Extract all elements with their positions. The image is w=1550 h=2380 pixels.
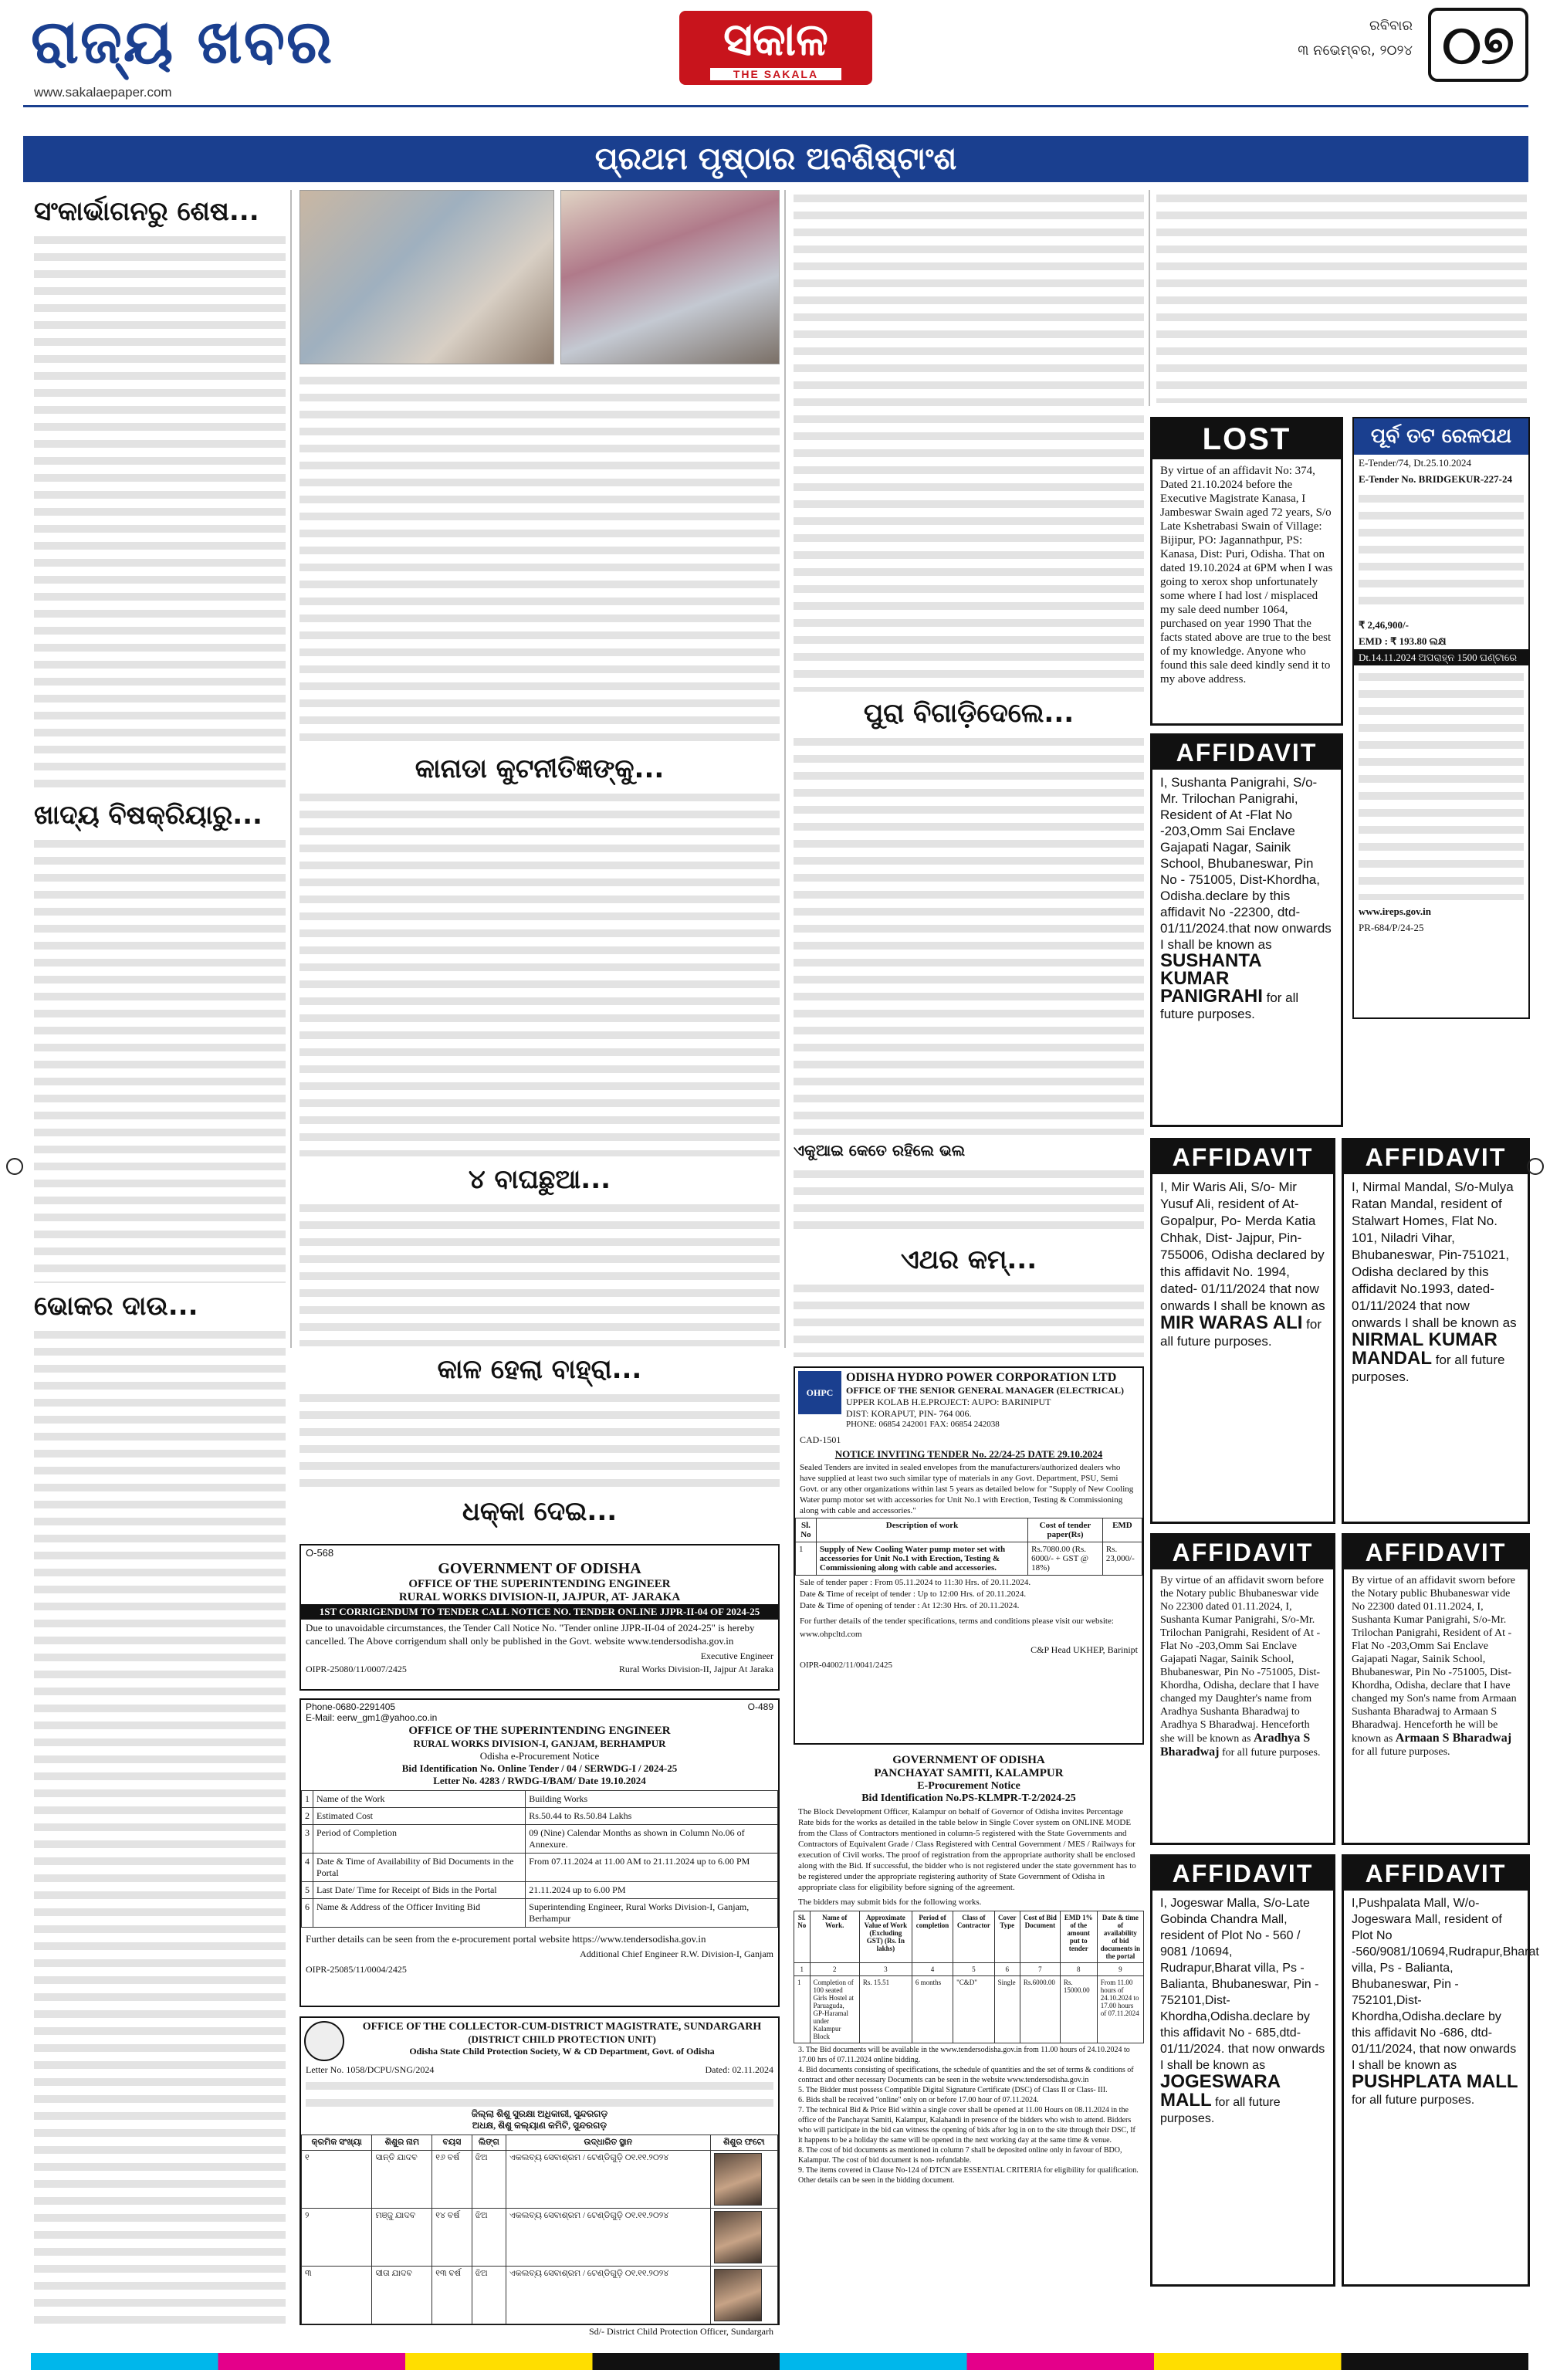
kalampur-gov: GOVERNMENT OF ODISHA — [892, 1754, 1045, 1766]
affidavit-text — [1344, 1891, 1539, 2113]
logo-name: ସକାଳ — [723, 13, 828, 66]
list-item: 6. Bids shall be received "online" only on or before 17.00 hour of 07.11.2024. — [798, 2096, 1039, 2104]
dcpu-contact1: ଜିଲ୍ଲା ଶିଶୁ ସୁରକ୍ଷା ଅଧିକାରୀ, ସୁନ୍ଦରଗଡ଼ — [471, 2108, 608, 2119]
tender-notice: Odisha e-Procurement Notice — [479, 1750, 600, 1762]
child-photo — [714, 2211, 762, 2263]
affidavit-new-name: MIR WARAS ALI — [1160, 1312, 1303, 1333]
headline-khadya[interactable]: ଖାଦ୍ୟ ବିଷକ୍ରିୟାରୁ... — [34, 800, 262, 831]
color-bar — [31, 2353, 1528, 2370]
tender-oipr: OIPR-25085/11/0004/2425 — [306, 1964, 407, 1975]
dcpu-table: କ୍ରମିକ ସଂଖ୍ୟା ଶିଶୁର ନାମ ବୟସ ଲିଙ୍ଗ ଉଦ୍ଧାରିତ ସ୍ଥାନ ଶିଶୁର ଫଟୋ ୧ ସାନ୍ତି ଯାଦବ ୧୬ ବର୍ଷ ଝିଅ ଏକଲବ୍ୟ ସେବାଶ୍ରମ / ଟେଣ୍ଡିଗୁଡ଼ି ୦୧.୧୧.୨୦୨୪ ୨ ମଞ୍ଜୁ ଯାଦବ ୧୪ ବର୍ଷ ଝିଅ ଏକଲବ୍ୟ ସେବାଶ୍ରମ / ଟେଣ୍ଡିଗୁଡ଼ି ୦୧.୧୧.୨୦୨୪ ୩ ସୀତା ଯାଦବ ୧୩ ବର୍ଷ ଝିଅ ଏକଲବ୍ୟ ସେବାଶ୍ରମ / ଟେଣ୍ଡିଗୁଡ଼ି ୦୧.୧୧.୨୦୨୪ — [301, 2135, 778, 2324]
day-label: ରବିବାର — [1369, 18, 1413, 34]
article-body — [794, 733, 1144, 1135]
article-body — [1156, 190, 1527, 403]
article-body — [794, 1280, 1144, 1357]
table-row: 2 Estimated Cost Rs.50.44 to Rs.50.84 Lakhs — [302, 1808, 778, 1825]
table-row: ୩ ସୀତା ଯାଦବ ୧୩ ବର୍ଷ ଝିଅ ଏକଲବ୍ୟ ସେବାଶ୍ରମ / ଟେଣ୍ଡିଗୁଡ଼ି ୦୧.୧୧.୨୦୨୪ — [302, 2267, 778, 2324]
tender-bid-id: Bid Identification No. Online Tender / 04 / SERWDG-I / 2024-25 — [401, 1762, 678, 1774]
ohpc-phone: PHONE: 06854 242001 FAX: 06854 242038 — [846, 1420, 1000, 1429]
railway-tender — [1352, 417, 1530, 1019]
headline-sankarbhagan[interactable]: ସଂକାର୍ଭାଗନରୁ ଶେଷ... — [34, 196, 259, 227]
lost-heading: LOST — [1152, 419, 1341, 459]
affidavit-new-name: SUSHANTA KUMAR PANIGRAHI — [1160, 950, 1263, 1007]
dcpu-sign: Sd/- District Child Protection Officer, Sundargarh — [588, 2326, 773, 2337]
article-body — [794, 1166, 1144, 1237]
ohpc-unit: UPPER KOLAB H.E.PROJECT: AUPO: BARINIPUT — [846, 1397, 1051, 1407]
tender-division: RURAL WORKS DIVISION-I, GANJAM, BERHAMPUR — [413, 1738, 666, 1749]
dcpu-contact2: ଅଧକ୍ଷ, ଶିଶୁ କଲ୍ୟାଣ କମିଟି, ସୁନ୍ଦରଗଡ଼ — [472, 2120, 607, 2131]
tender-ref: O-568 — [306, 1547, 334, 1559]
article-body — [34, 1326, 286, 2330]
article-body — [300, 372, 780, 746]
affidavit-heading: AFFIDAVIT — [1344, 1857, 1528, 1891]
tender-text: Due to unavoidable circumstances, the Tender Call Notice No. "Tender online JJPR-II-04 of 2024-25" is hereby cancelled. The Above corrigendum shall only be published in the Govt. website www.tendersodisha.gov.in — [306, 1622, 755, 1647]
railway-ref2: E-Tender No. BRIDGEKUR-227-24 — [1359, 473, 1512, 485]
headline-kala-hela[interactable]: କାଳ ହେଲା ବାହ୍ରା... — [437, 1354, 642, 1385]
affidavit-text — [1152, 1569, 1333, 1764]
table-row: ୨ ମଞ୍ଜୁ ଯାଦବ ୧୪ ବର୍ଷ ଝିଅ ଏକଲବ୍ୟ ସେବାଶ୍ରମ / ଟେଣ୍ଡିଗୁଡ଼ି ୦୧.୧୧.୨୦୨୪ — [302, 2209, 778, 2267]
subheading-ekuai: ଏକୁଆଇ କେତେ ରହିଲେ ଭଲ — [794, 1141, 966, 1160]
ohpc-head: NOTICE INVITING TENDER No. 22/24-25 DATE 29.10.2024 — [834, 1448, 1103, 1460]
headline-pura-bigadidele[interactable]: ପୁରା ବିଗାଡ଼ିଦେଲେ... — [863, 698, 1075, 729]
headline-bhokar-dau[interactable]: ଭୋକର ଦାଉ... — [34, 1291, 198, 1322]
list-item: 7. The technical Bid & Price Bid within a single cover shall be opened at 11.00 Hours on 08.11.2024 in the office of the Panchayat Samiti, Kalampur, Kalahandi in presence of the bidders who wish to attend. Bidders who will participate in the bid can witness the opening of bids after log in on to the site through their DSC, If it happens to be a holiday the same will be opened in the next working day at the same time & venue. — [798, 2106, 1135, 2145]
affidavit-notice — [1342, 1854, 1539, 2287]
ohpc-text: Sealed Tenders are invited in sealed envelopes from the manufacturers/authorized dealers who have supplied at least two such similar type of materials in any Govt. Department, PSU, Semi Govt. or any other organizations within last 5 years as detailed below for "Supply of New Cooling Water pump motor set with accessories for Unit No.1 with Erection, Testing & Commissioning along with cable and accessories." — [800, 1463, 1134, 1515]
news-photo — [300, 190, 554, 364]
affidavit-notice — [1150, 1533, 1335, 1845]
affidavit-text — [1152, 770, 1341, 1027]
kalampur-office: PANCHAYAT SAMITI, KALAMPUR — [874, 1767, 1064, 1779]
kalampur-p2: The bidders may submit bids for the following works. — [798, 1898, 982, 1907]
table-row: 1 Name of the Work Building Works — [302, 1791, 778, 1808]
affidavit-tail: for all future purposes. — [1160, 2096, 1281, 2125]
masthead-rule — [23, 105, 1528, 107]
article-body — [34, 232, 286, 792]
affidavit-notice — [1150, 1138, 1335, 1524]
tender-rwd-jajpur — [300, 1544, 780, 1691]
headline-bagha-chhua[interactable]: ୪ ବାଘଛୁଆ... — [468, 1164, 611, 1195]
kalampur-notice-title: E-Procurement Notice — [917, 1780, 1020, 1792]
railway-text — [1359, 490, 1524, 614]
table-row: 6 Name & Address of the Officer Inviting Bid Superintending Engineer, Rural Works Division-I, Ganjam, Berhampur — [302, 1899, 778, 1928]
affidavit-new-name: Armaan S Bharadwaj — [1395, 1732, 1512, 1745]
affidavit-text — [1152, 1174, 1333, 1355]
affidavit-tail: for all future purposes. — [1160, 990, 1299, 1021]
article-body — [794, 190, 1144, 692]
tender-bar: 1ST CORRIGENDUM TO TENDER CALL NOTICE NO. TENDER ONLINE JJPR-II-04 OF 2024-25 — [301, 1604, 778, 1620]
affidavit-body: By virtue of an affidavit sworn before the Notary public Bhubaneswar vide No 22300 dated 01.11.2024, I, Sushanta Kumar Panigrahi, S/o-Mr. Trilochan Panigrahi, Resident of At - Flat No -203,Omm Sai Enclave Gajapati Nagar, Sainik School, Bhubaneswar, Pin No -751005, Dist-Khordha, Odisha, declare that I have changed my Daughter's name from Aradhya Sushanta Bharadwaj to Aradhya S Bharadwaj. Henceforth she will be known as — [1160, 1575, 1325, 1745]
registration-mark-icon — [1527, 1158, 1544, 1175]
ohpc-col: Description of work — [816, 1518, 1027, 1542]
tender-sign: Additional Chief Engineer R.W. Division-I, Ganjam — [580, 1948, 773, 1959]
tender-oipr: OIPR-25080/11/0007/2425 — [306, 1664, 407, 1674]
affidavit-heading: AFFIDAVIT — [1344, 1535, 1528, 1569]
kalampur-bid: Bid Identification No.PS-KLMPR-T-2/2024-25 — [861, 1793, 1076, 1804]
affidavit-body: By virtue of an affidavit sworn before the Notary public Bhubaneswar vide No 22300 dated 01.11.2024, I, Sushanta Kumar Panigrahi, S/o-Mr. Trilochan Panigrahi, Resident of At -Flat No -203,Omm Sai Enclave Gajapati Nagar, Sainik School, Bhubaneswar, Pin No -751005, Dist-Khordha, Odisha, declare that I have changed my Son's name from Armaan Sushanta Bharadwaj to Armaan S Bharadwaj. Henceforth he will be known as — [1352, 1575, 1517, 1745]
affidavit-body: I, Nirmal Mandal, S/o-Mulya Ratan Mandal, resident of Stalwart Homes, Flat No. 101, Niladri Vihar, Bhubaneswar, Pin-751021, Odisha declared by this affidavit No.1993, dated-01/11/2024 that now onwards I shall be known as — [1352, 1180, 1517, 1330]
dcpu-date: Dated: 02.11.2024 — [705, 2064, 773, 2075]
ohpc-sign: C&P Head UKHEP, Barinipt — [1031, 1644, 1138, 1655]
site-url[interactable]: www.sakalaepaper.com — [34, 85, 172, 100]
dcpu-society: Odisha State Child Protection Society, W & CD Department, Govt. of Odisha — [409, 2046, 715, 2057]
ohpc-dates: Sale of tender paper : From 05.11.2024 to 11:30 Hrs. of 20.11.2024. Date & Time of receipt of tender : Up to 12:00 Hrs. of 20.11.2024. Date & Time of opening of tender : At 12:30 Hrs. of 20.11.2024. — [800, 1578, 1031, 1610]
ohpc-cad: CAD-1501 — [800, 1434, 841, 1445]
railway-closing: Dt.14.11.2024 ଅପରାହ୍ନ 1500 ଘଣ୍ଟାରେ — [1354, 649, 1528, 665]
table-row: 5 Last Date/ Time for Receipt of Bids in the Portal 21.11.2024 up to 6.00 PM — [302, 1882, 778, 1899]
tender-office: OFFICE OF THE SUPERINTENDING ENGINEER — [408, 1725, 671, 1737]
kalampur-notice — [794, 1754, 1144, 2325]
affidavit-tail: for all future purposes. — [1221, 1747, 1321, 1759]
emblem-icon — [304, 2021, 344, 2061]
kalampur-table: Sl. No Name of Work. Approximate Value of Work (Excluding GST) (Rs. In lakhs) Period of completion Class of Contractor Cover Type Cost of Bid Document EMD 1% of the amount put to tender Date & time of availability of bid documents in the portal 1 2 3 4 5 6 7 8 9 1 Completion of 100 seated Girls Hostel at Paruaguda, GP-Haramal under Kalampur Block Rs. 15.51 6 months "C&D" Single Rs.6000.00 Rs. 15000.00 From 11.00 hours of 24.10.2024 to 17.00 hours of 07.11.2024 — [794, 1911, 1144, 2043]
headline-canada[interactable]: କାନାଡା କୁଟନୀତିଜ୍ଞଙ୍କୁ... — [415, 753, 665, 784]
list-item: 4. Bid documents consisting of specifications, the schedule of quantities and the set of terms & conditions of contract and other necessary Documents can be seen in the website www.tendersodisha.gov.in — [798, 2066, 1134, 2084]
section-title: ରାଜ୍ୟ ଖବର — [31, 8, 334, 77]
affidavit-new-name: NIRMAL KUMAR MANDAL — [1352, 1329, 1498, 1369]
tender-division: RURAL WORKS DIVISION-II, JAJPUR, AT- JARAKA — [398, 1591, 681, 1603]
news-photo — [560, 190, 780, 364]
affidavit-new-name: JOGESWARA MALL — [1160, 2071, 1281, 2111]
table-row: ୧ ସାନ୍ତି ଯାଦବ ୧୬ ବର୍ଷ ଝିଅ ଏକଲବ୍ୟ ସେବାଶ୍ରମ / ଟେଣ୍ଡିଗୁଡ଼ି ୦୧.୧୧.୨୦୨୪ — [302, 2151, 778, 2209]
affidavit-text — [1344, 1174, 1528, 1390]
table-row: 1 Supply of New Cooling Water pump motor set with accessories for Unit No.1 with Erection, Testing & Commissioning along with cable and accessories. Rs.7080.00 (Rs. 6000/- + GST @ 18%) Rs. 23,000/- — [796, 1542, 1142, 1576]
registration-mark-icon — [6, 1158, 23, 1175]
affidavit-body: I,Pushpalata Mall, W/o-Jogeswara Mall, resident of Plot No -560/9081/10694,Rudrapur,Bharat villa, Ps - Balianta, Bhubaneswar, Pin - 752101,Dist-Khordha,Odisha.declare by this affidavit No -686, dtd-01/11/2024, that now onwards I shall be known as — [1352, 1897, 1539, 2072]
tender-ohpc — [794, 1366, 1144, 1745]
tender-office: OFFICE OF THE SUPERINTENDING ENGINEER — [408, 1578, 671, 1590]
tender-further: Further details can be seen from the e-procurement portal website https://www.tendersodisha.gov.in — [306, 1933, 706, 1945]
affidavit-heading: AFFIDAVIT — [1152, 1857, 1333, 1891]
ohpc-further: For further details of the tender specifications, terms and conditions please visit our website: www.ohpcltd.com — [800, 1617, 1114, 1639]
table-row: 1 Completion of 100 seated Girls Hostel at Paruaguda, GP-Haramal under Kalampur Block Rs. 15.51 6 months "C&D" Single Rs.6000.00 Rs. 15000.00 From 11.00 hours of 24.10.2024 to 17.00 hours of 07.11.2024 — [794, 1976, 1144, 2043]
column-rule — [784, 190, 786, 1348]
tender-letter: Letter No. 4283 / RWDG-I/BAM/ Date 19.10.2024 — [433, 1775, 646, 1786]
table-row: 4 Date & Time of Availability of Bid Documents in the Portal From 07.11.2024 at 11.00 AM to 21.11.2024 up to 6.00 PM — [302, 1854, 778, 1882]
article-body — [300, 789, 780, 1156]
affidavit-new-name: Aradhya S Bharadwaj — [1160, 1732, 1311, 1759]
child-photo — [714, 2153, 762, 2206]
affidavit-body: I, Mir Waris Ali, S/o- Mir Yusuf Ali, resident of At- Gopalpur, Po- Merda Katia Chhak, Dist- Jajpur, Pin-755006, Odisha declared by this affidavit No. 1994, dated- 01/11/2024 that now onwards I shall be known as — [1160, 1180, 1325, 1313]
tender-email[interactable]: E-Mail: eerw_gm1@yahoo.co.in — [306, 1712, 438, 1723]
lost-notice — [1150, 417, 1343, 726]
affidavit-heading: AFFIDAVIT — [1152, 1140, 1333, 1174]
affidavit-notice — [1342, 1533, 1530, 1845]
ohpc-oipr: OIPR-04002/11/0041/2425 — [800, 1661, 892, 1670]
tender-table — [301, 1790, 778, 1928]
table-row: 3 Period of Completion 09 (Nine) Calendar Months as shown in Column No.06 of Annexure. — [302, 1825, 778, 1854]
affidavit-tail: for all future purposes. — [1352, 2094, 1475, 2107]
tender-phone: Phone-0680-2291405 — [306, 1701, 396, 1712]
tender-ref: O-489 — [747, 1701, 773, 1712]
affidavit-notice — [1150, 733, 1343, 1127]
affidavit-tail: for all future purposes. — [1160, 1317, 1322, 1349]
affidavit-body: I, Jogeswar Malla, S/o-Late Gobinda Chandra Mall, resident of Plot No - 560 / 9081 /10694, Rudrapur,Bharat villa, Ps - Balianta, Bhubaneswar, Pin - 752101,Dist-Khordha,Odisha.declare by this affidavit No - 685,dtd-01/11/2024. that now onwards I shall be known as — [1160, 1897, 1325, 2072]
headline-ethara-kam[interactable]: ଏଥର କମ୍... — [900, 1244, 1037, 1275]
railway-site[interactable]: www.ireps.gov.in — [1359, 906, 1432, 917]
tender-footer — [301, 1664, 778, 1675]
ohpc-table — [795, 1518, 1142, 1576]
affidavit-body: I, Sushanta Panigrahi, S/o-Mr. Trilochan Panigrahi, Resident of At -Flat No -203,Omm Sai Enclave Gajapati Nagar, Sainik School, Bhubaneswar, Pin No - 751005, Dist-Khordha, Odisha.declare by this affidavit No -22300, dtd-01/11/2024.that now onwards I shall be known as — [1160, 775, 1332, 952]
page-number: ୦୭ — [1428, 8, 1528, 82]
article-body — [300, 1200, 780, 1346]
ohpc-col: Cost of tender paper(Rs) — [1028, 1518, 1103, 1542]
kalampur-p1: The Block Development Officer, Kalampur on behalf of Governor of Odisha invites Percentage Rate bids for the works as detailed in the table below in Single Cover system on ONLINE MODE from the Class of Contractors mentioned in column-5 registered with the State Governments and Contractors of Equivalent Grade / Class Registered with Central Government / MES / Railways for execution of Civil works. The proof of registration from the appropriate authority shall be enclosed along with the Bid. If successful, the bidder who is not registered under the state government has to be registered under the appropriate registering authority of State Government of Odisha in appropriate class for eligibility before signing of the agreement. — [798, 1807, 1136, 1892]
affidavit-heading: AFFIDAVIT — [1152, 736, 1341, 770]
article-body — [300, 1390, 780, 1490]
dcpu-unit: (DISTRICT CHILD PROTECTION UNIT) — [468, 2033, 656, 2045]
headline-dhakka-dei[interactable]: ଧକ୍କା ଦେଇ... — [462, 1496, 618, 1527]
affidavit-heading: AFFIDAVIT — [1152, 1535, 1333, 1569]
affidavit-tail: for all future purposes. — [1352, 1353, 1505, 1384]
affidavit-notice — [1342, 1138, 1530, 1524]
affidavit-heading: AFFIDAVIT — [1344, 1140, 1528, 1174]
date-block — [1281, 14, 1413, 63]
ohpc-col: Sl. No — [796, 1518, 817, 1542]
section-banner: ପ୍ରଥମ ପୃଷ୍ଠାର ଅବଶିଷ୍ଟାଂଶ — [23, 136, 1528, 182]
affidavit-text — [1344, 1569, 1528, 1763]
tender-sign2: Rural Works Division-II, Jajpur At Jaraka — [618, 1664, 773, 1674]
ohpc-title: ODISHA HYDRO POWER CORPORATION LTD — [846, 1371, 1117, 1384]
logo-tag: THE SAKALA — [710, 68, 841, 80]
railway-emd: EMD : ₹ 193.80 ଲକ୍ଷ — [1359, 635, 1447, 647]
list-item: 8. The cost of bid documents as mentioned in column 7 shall be deposited online only in favour of BDO, Kalampur. The cost of bid document is non- refundable. — [798, 2146, 1122, 2165]
dcpu-office: OFFICE OF THE COLLECTOR-CUM-DISTRICT MAGISTRATE, SUNDARGARH — [362, 2021, 762, 2033]
railway-title: ପୂର୍ବ ତଟ ରେଳପଥ — [1354, 418, 1528, 455]
ohpc-address: DIST: KORAPUT, PIN- 764 006. — [846, 1408, 972, 1419]
railway-ref3: PR-684/P/24-25 — [1359, 922, 1424, 933]
affidavit-new-name: PUSHPLATA MALL — [1352, 2071, 1518, 2092]
dcpu-text — [306, 2077, 773, 2107]
ohpc-logo: OHPC — [798, 1371, 841, 1414]
tender-gov: GOVERNMENT OF ODISHA — [438, 1560, 641, 1577]
dcpu-letter: Letter No. 1058/DCPU/SNG/2024 — [306, 2064, 435, 2075]
tender-sign: Executive Engineer — [700, 1650, 773, 1661]
list-item: 9. The items covered in Clause No-124 of DTCN are ESSENTIAL CRITERIA for eligibility for qualification. Other details can be seen in the bidding document. — [798, 2166, 1139, 2185]
affidavit-notice — [1150, 1854, 1335, 2287]
tender-rwd-ganjam — [300, 1698, 780, 2007]
article-body — [34, 835, 286, 1283]
railway-cost: ₹ 2,46,900/- — [1359, 619, 1409, 631]
railway-ref1: E-Tender/74, Dt.25.10.2024 — [1359, 457, 1472, 469]
lost-text: By virtue of an affidavit No: 374, Dated 21.10.2024 before the Executive Magistrate Kanasa, I Jambeswar Swain aged 72 years, S/o Late Kshetrabasi Swain of Village: Bijipur, PO: Jagannathpur, PS: Kanasa, Dist: Puri, Odisha. That on dated 19.10.2024 at 6PM when I was going to xerox shop unfortunately some where I had lost / misplaced my sale deed number 1064, purchased on year 1990 That the facts stated above are true to the best of my knowledge. Anyone who found this sale deed kindly send it to my above address. — [1160, 465, 1333, 686]
railway-text — [1359, 669, 1524, 900]
newspaper-logo[interactable] — [679, 11, 872, 85]
affidavit-text — [1152, 1891, 1333, 2131]
column-rule — [290, 190, 292, 1348]
ohpc-office: OFFICE OF THE SENIOR GENERAL MANAGER (ELECTRICAL) — [846, 1385, 1125, 1396]
column-rule — [1149, 190, 1150, 406]
affidavit-tail: for all future purposes. — [1352, 1746, 1450, 1758]
child-photo — [714, 2269, 762, 2321]
list-item: 3. The Bid documents will be available in the www.tendersodisha.gov.in from 11.00 hours of 24.10.2024 to 17.00 hrs of 07.11.2024 online bidding. — [798, 2046, 1130, 2064]
date-label: ୩ ନଭେମ୍ବର, ୨୦୨୪ — [1298, 42, 1413, 59]
kalampur-points — [794, 2043, 1144, 2187]
ohpc-col: EMD — [1102, 1518, 1142, 1542]
dcpu-notice — [300, 2016, 780, 2337]
list-item: 5. The Bidder must possess Compatible Digital Signature Certificate (DSC) of Class II or Class- III. — [798, 2086, 1108, 2094]
